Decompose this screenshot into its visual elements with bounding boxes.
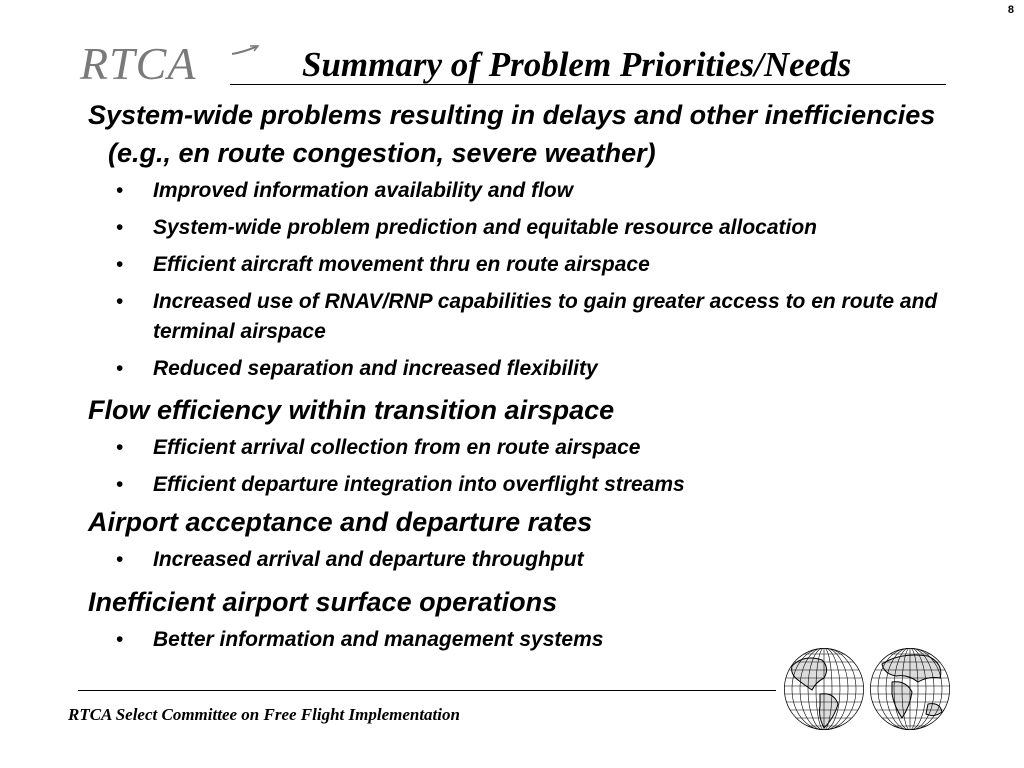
bullet-icon: • <box>116 357 124 380</box>
bullet-text: Efficient arrival collection from en route airspace <box>153 436 641 459</box>
bullet-item <box>88 213 988 243</box>
slide-content <box>88 96 988 662</box>
bullet-list-transition <box>88 433 988 500</box>
bullet-item <box>88 433 988 463</box>
bullet-icon: • <box>116 290 124 313</box>
title-underline <box>230 84 946 85</box>
bullet-icon: • <box>116 216 124 239</box>
bullet-text: Reduced separation and increased flexibility <box>153 357 598 380</box>
bullet-icon: • <box>116 473 124 496</box>
logo-swoosh-icon <box>230 44 260 58</box>
world-globe-icon <box>782 646 954 732</box>
bullet-text: Increased arrival and departure throughput <box>153 548 584 571</box>
page-number: 8 <box>1007 4 1014 16</box>
section-heading-transition: Flow efficiency within transition airspace <box>88 395 615 425</box>
section-heading-surface-ops: Inefficient airport surface operations <box>88 587 558 617</box>
bullet-item <box>88 545 988 575</box>
bullet-text: Efficient aircraft movement thru en route airspace <box>153 253 650 276</box>
bullet-item <box>88 470 988 500</box>
bullet-icon: • <box>116 179 124 202</box>
bullet-item <box>88 176 988 206</box>
bullet-text: Improved information availability and flow <box>153 179 574 202</box>
rtca-logo <box>80 38 250 90</box>
bullet-text: System-wide problem prediction and equitable resource allocation <box>153 216 817 239</box>
footer-divider <box>78 690 776 691</box>
bullet-list-system-wide <box>88 176 988 384</box>
bullet-icon: • <box>116 548 124 571</box>
bullet-text: Better information and management systems <box>153 628 604 651</box>
bullet-text: Efficient departure integration into overflight streams <box>153 473 685 496</box>
footer-text: RTCA Select Committee on Free Flight Implementation <box>68 705 460 724</box>
bullet-icon: • <box>116 628 124 651</box>
bullet-list-airport-rates <box>88 545 988 575</box>
bullet-item <box>88 287 988 347</box>
bullet-item <box>88 250 988 280</box>
section-heading-airport-rates: Airport acceptance and departure rates <box>88 507 593 537</box>
slide-title: Summary of Problem Priorities/Needs <box>302 45 852 84</box>
bullet-icon: • <box>116 436 124 459</box>
bullet-icon: • <box>116 253 124 276</box>
bullet-item <box>88 354 988 384</box>
section-heading-system-wide: System-wide problems resulting in delays and other inefficiencies (e.g., en route congestion, severe weather) <box>88 100 936 168</box>
bullet-text: Increased use of RNAV/RNP capabilities to gain greater access to en route and terminal airspace <box>153 290 938 343</box>
logo-text: RTCA <box>80 38 197 89</box>
